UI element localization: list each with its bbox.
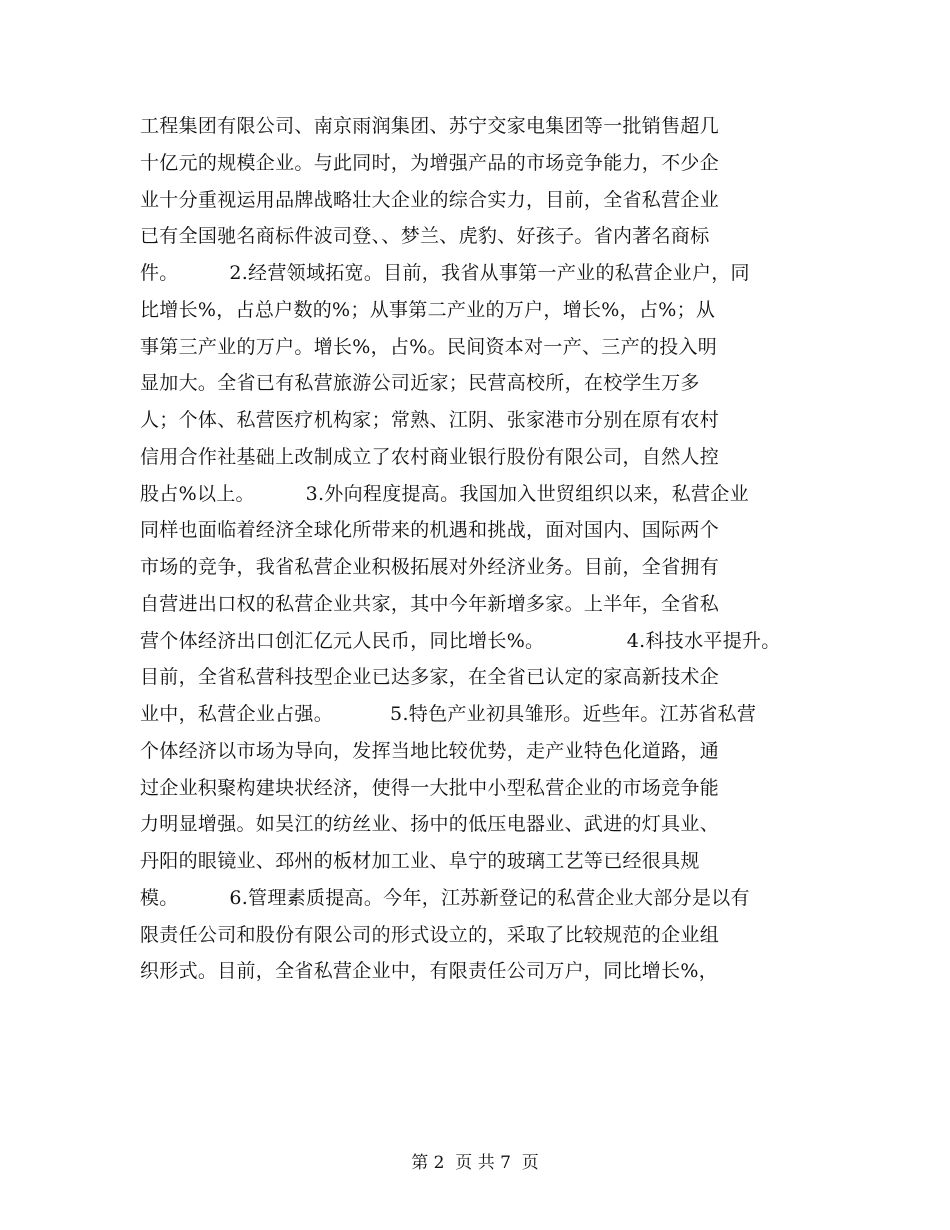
text-line: 显加大。全省已有私营旅游公司近家；民营高校所，在校学生万多 xyxy=(140,372,700,395)
text-line: 丹阳的眼镜业、邳州的板材加工业、阜宁的玻璃工艺等已经很具规 xyxy=(140,850,700,872)
text-line: 织形式。目前，全省私营企业中，有限责任公司万户，同比增长%， xyxy=(140,960,719,983)
text-line: 个体经济以市场为导向，发挥当地比较优势，走产业特色化道路，通 xyxy=(140,739,720,762)
text-line: 同样也面临着经济全球化所带来的机遇和挑战，面对国内、国际两个 xyxy=(140,519,720,542)
text-line: 比增长%，占总户数的%；从事第二产业的万户，增长%，占%；从 xyxy=(140,298,716,321)
text-line: 自营进出口权的私营企业共家，其中今年新增多家。上半年，全省私 xyxy=(140,592,720,615)
text-line: 人；个体、私营医疗机构家；常熟、江阴、张家港市分别在原有农村 xyxy=(140,409,720,431)
text-line: 营个体经济出口创汇亿元人民币，同比增长%。 4.科技水平提升。 xyxy=(140,629,781,652)
text-line: 市场的竞争，我省私营企业积极拓展对外经济业务。目前，全省拥有 xyxy=(140,556,720,578)
text-line: 业十分重视运用品牌战略壮大企业的综合实力，目前，全省私营企业 xyxy=(140,188,720,211)
text-line: 工程集团有限公司、南京雨润集团、苏宁交家电集团等一批销售超几 xyxy=(140,115,720,137)
text-line: 事第三产业的万户。增长%，占%。民间资本对一产、三产的投入明 xyxy=(140,335,718,358)
text-line: 十亿元的规模企业。与此同时，为增强产品的市场竞争能力，不少企 xyxy=(140,151,720,174)
text-line: 已有全国驰名商标件波司登、、梦兰、虎豹、好孩子。省内著名商标 xyxy=(140,225,710,248)
text-line: 件。 2.经营领域拓宽。目前，我省从事第一产业的私营企业户，同 xyxy=(140,262,750,284)
text-line: 股占%以上。 3.外向程度提高。我国加入世贸组织以来，私营企业 xyxy=(140,482,749,505)
text-line: 信用合作社基础上改制成立了农村商业银行股份有限公司，自然人控 xyxy=(140,445,720,468)
page-number-footer: 第 2 页 共 7 页 xyxy=(411,1153,539,1173)
text-line: 模。 6.管理素质提高。今年，江苏新登记的私营企业大部分是以有 xyxy=(140,886,750,909)
body-text xyxy=(140,108,840,990)
text-line: 业中，私营企业占强。 5.特色产业初具雏形。近些年。江苏省私营 xyxy=(140,703,757,725)
text-line: 力明显增强。如吴江的纺丝业、扬中的低压电器业、武进的灯具业、 xyxy=(140,813,720,836)
text-line: 目前，全省私营科技型企业已达多家，在全省已认定的家高新技术企 xyxy=(140,666,720,689)
text-line: 过企业积聚构建块状经济，使得一大批中小型私营企业的市场竞争能 xyxy=(140,776,720,799)
text-line: 限责任公司和股份有限公司的形式设立的，采取了比较规范的企业组 xyxy=(140,923,720,946)
